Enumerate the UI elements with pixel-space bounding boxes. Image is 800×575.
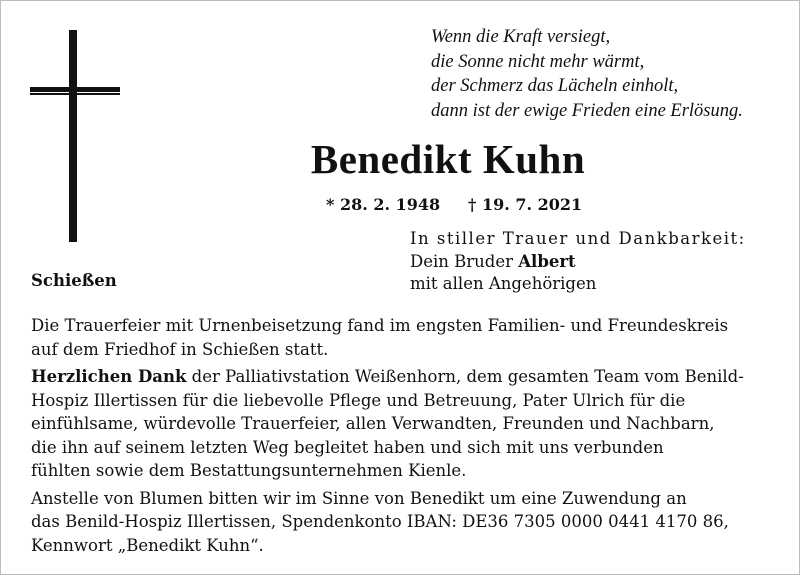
death-date: † 19. 7. 2021: [468, 195, 583, 214]
thanks-line: die ihn auf seinem letzten Weg begleitet haben und sich mit uns verbunden: [31, 437, 664, 457]
poem-line: Wenn die Kraft versiegt,: [431, 27, 611, 47]
mourners-block: [410, 228, 746, 296]
poem-line: der Schmerz das Lächeln einholt,: [431, 76, 679, 96]
donation-paragraph: [31, 487, 771, 558]
funeral-line: auf dem Friedhof in Schießen statt.: [31, 339, 329, 359]
mourners-relatives: mit allen Angehörigen: [410, 274, 597, 293]
deceased-name: Benedikt Kuhn: [310, 136, 586, 182]
poem-line: dann ist der ewige Frieden eine Erlösung.: [431, 100, 743, 121]
birth-date: * 28. 2. 1948: [326, 195, 441, 214]
thanks-line: Hospiz Illertissen für die liebevolle Pflege und Betreuung, Pater Ulrich für die: [31, 390, 686, 410]
donation-line: das Benild-Hospiz Illertissen, Spendenkonto IBAN: DE36 7305 0000 0441 4170 86,: [31, 512, 729, 531]
brother-name: Albert: [518, 251, 576, 271]
poem: [431, 25, 743, 123]
brother-prefix: Dein Bruder: [410, 251, 519, 271]
thanks-heading: Herzlichen Dank: [31, 367, 187, 386]
thanks-line-rest: der Palliativstation Weißenhorn, dem gesamten Team vom Benild-: [186, 367, 744, 386]
thanks-line: fühlten sowie dem Bestattungsunternehmen Kienle.: [31, 461, 467, 480]
thanks-line: [31, 365, 771, 389]
mourners-brother: [410, 251, 746, 274]
funeral-paragraph: [31, 314, 771, 361]
donation-line: Anstelle von Blumen bitten wir im Sinne von Benedikt um eine Zuwendung an: [31, 488, 687, 508]
donation-line: Kennwort „Benedikt Kuhn“.: [31, 535, 264, 555]
funeral-line: Die Trauerfeier mit Urnenbeisetzung fand im engsten Familien- und Freundeskreis: [31, 316, 729, 335]
thanks-line: einfühlsame, würdevolle Trauerfeier, allen Verwandten, Freunden und Nachbarn,: [31, 414, 715, 433]
mourners-intro: In stiller Trauer und Dankbarkeit:: [410, 229, 746, 248]
life-dates: [326, 194, 583, 216]
notice-body: [31, 314, 771, 561]
poem-line: die Sonne nicht mehr wärmt,: [431, 51, 645, 72]
thanks-paragraph: [31, 365, 771, 483]
place-name: Schießen: [31, 271, 117, 290]
